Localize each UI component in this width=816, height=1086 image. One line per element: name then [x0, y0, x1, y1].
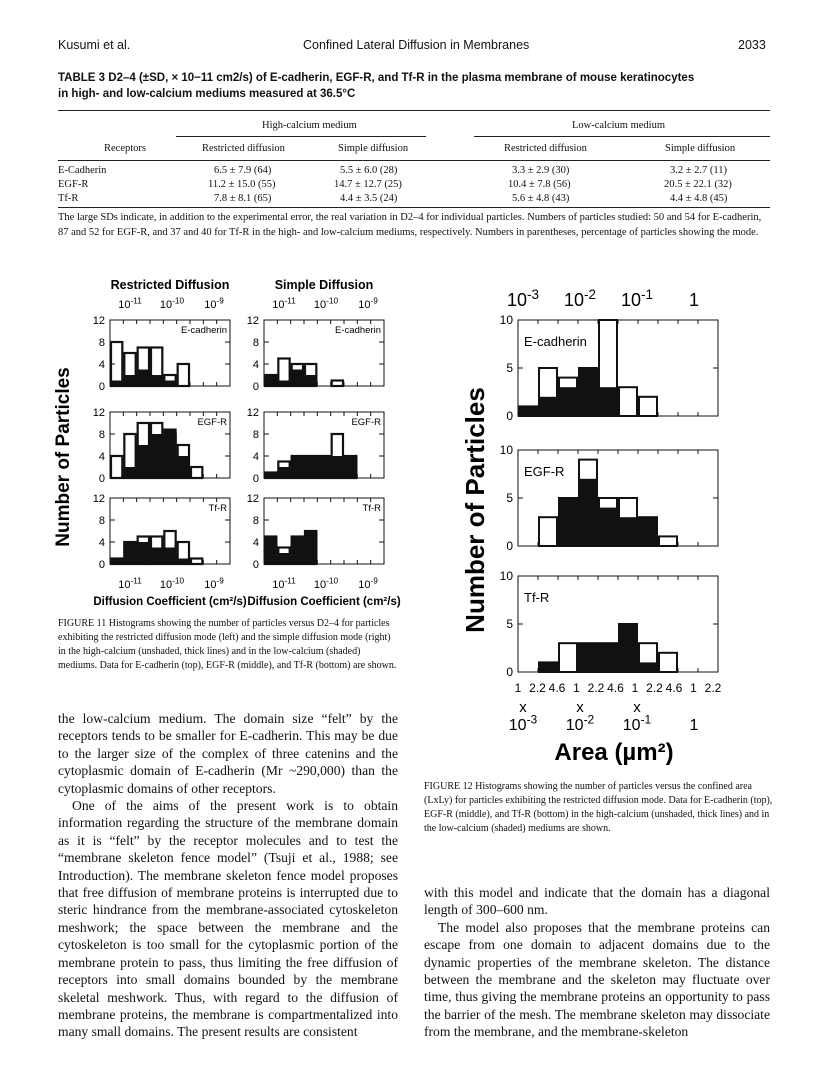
fig11-col1-panel2-label: EGF-R — [197, 417, 227, 428]
figure-11-plots — [93, 278, 401, 608]
figure-12-plots — [500, 287, 722, 734]
table-row-1-high-simple: 5.5 ± 6.0 (28) — [340, 165, 398, 176]
fig11-top-xtick-1-1: $10^{-11}$ — [118, 296, 142, 311]
table-top-rule — [58, 110, 770, 111]
fig11-col2-panel1-ylabel-4: 4 — [252, 358, 259, 371]
table-row-3-low-restricted: 5.6 ± 4.8 (43) — [512, 193, 570, 204]
fig12-bottom-xtick-3: 4.6 — [548, 681, 566, 695]
fig12-panel2-high-bar-2 — [539, 517, 557, 546]
fig11-col1-panel1-high-bar-6 — [178, 364, 189, 386]
fig11-col2-panel3-label: Tf-R — [362, 503, 381, 514]
table-row-1-low-restricted: 3.3 ± 2.9 (30) — [512, 165, 570, 176]
fig12-bottom-xtick-6: 4.6 — [607, 681, 624, 695]
body-text-left — [58, 710, 398, 1041]
table-row-1-name: E-Cadherin — [58, 165, 107, 176]
fig11-bottom-xtick-2-1: $10^{-11}$ — [272, 576, 296, 591]
fig12-bottom-xtick-11: 2.2 — [704, 681, 722, 695]
fig12-panel1-low-bar-5 — [598, 387, 618, 416]
fig12-panel3-high-bar-3 — [559, 643, 577, 672]
fig11-bottom-xtick-2-2: $10^{-10}$ — [313, 576, 339, 591]
fig11-col2-panel2-label: EGF-R — [351, 417, 381, 428]
fig12-panel1-low-bar-2 — [538, 397, 558, 416]
fig12-top-xtick-3: $10^{-1}$ — [620, 286, 654, 310]
fig12-panel1-low-bar-3 — [558, 387, 578, 416]
fig11-xlabel-1: Diffusion Coefficient (cm²/s) — [93, 596, 247, 608]
fig11-col2-panel2-ylabel-12: 12 — [246, 406, 259, 419]
body-text-right — [424, 884, 770, 1041]
fig12-bottom-xtick-1: 1 — [514, 681, 522, 695]
figure-12-caption: FIGURE 12 Histograms showing the number of particles versus the confined area (LxLy) for particles exhibiting the restricted diffusion mode. Data for E-cadherin (top), EGF-R (middle), and Tf-R (bottom) in the high-calcium (unshaded, thick lines) and in the low-calcium (shaded) mediums are shown. — [424, 781, 773, 834]
table-row-3-high-simple: 4.4 ± 3.5 (24) — [340, 193, 398, 204]
fig11-col1-panel3-ylabel-8: 8 — [98, 514, 105, 527]
fig12-panel2-low-bar-4 — [578, 479, 598, 546]
fig11-col2-panel1-ylabel-12: 12 — [246, 314, 259, 327]
fig11-col1-panel2-high-bar-7 — [191, 467, 202, 478]
fig12-bottom-xtick-2: 2.2 — [529, 681, 546, 695]
fig12-panel2-high-bar-8 — [659, 536, 677, 546]
fig12-panel3-low-bar-5 — [598, 643, 618, 672]
fig11-bottom-xtick-2-3: $10^{-9}$ — [358, 576, 378, 591]
fig11-ylabel: Number of Particles — [53, 367, 74, 547]
fig12-top-xtick-2: $10^{-2}$ — [563, 286, 597, 310]
figure-11 — [52, 276, 402, 611]
fig12-panel2-label: EGF-R — [524, 464, 565, 479]
table-group-low: Low-calcium medium — [572, 120, 666, 131]
fig11-col2-panel2-ylabel-8: 8 — [252, 428, 259, 441]
body-left-paragraph-1: the low-calcium medium. The domain size “felt” by the receptors tends to be smaller for E-cadherin. This may be due to the larger size of the complex of three catenins and the cytoplasmic domain of E-cadherin (Mr ~290,000) than the cytoplasmic domains of other receptors. — [58, 711, 398, 796]
table-row-2-high-restricted: 11.2 ± 15.0 (55) — [208, 179, 276, 190]
fig12-panel1-low-bar-4 — [578, 368, 598, 416]
fig12-panel2-ylabel-5: 5 — [506, 491, 513, 506]
fig11-col1-panel2-ylabel-8: 8 — [98, 428, 105, 441]
fig12-panel1-ylabel-10: 10 — [499, 313, 513, 328]
fig11-top-xtick-2-3: $10^{-9}$ — [358, 296, 378, 311]
fig12-panel1-high-bar-6 — [619, 387, 637, 416]
fig11-col1-panel1-ylabel-4: 4 — [98, 358, 105, 371]
fig11-col1-panel3-ylabel-4: 4 — [98, 536, 105, 549]
table-row-3-name: Tf-R — [58, 193, 79, 204]
fig12-panel1-low-bar-1 — [518, 406, 538, 416]
fig12-panel3-low-bar-4 — [578, 643, 598, 672]
fig11-col2-panel1-ylabel-0: 0 — [252, 380, 259, 393]
fig12-panel2-ylabel-10: 10 — [499, 443, 513, 458]
fig11-top-xtick-2-1: $10^{-11}$ — [272, 296, 296, 311]
fig11-col2-panel3-ylabel-0: 0 — [252, 558, 259, 571]
table-group-high: High-calcium medium — [262, 120, 357, 131]
table-row-2-high-simple: 14.7 ± 12.7 (25) — [334, 179, 402, 190]
fig12-bottom-xtick-9: 4.6 — [665, 681, 683, 695]
table-group-rule-low — [474, 136, 770, 137]
fig12-scale-1: $10^{-3}$ — [508, 712, 538, 734]
table-col-high-simple: Simple diffusion — [338, 143, 409, 154]
fig12-panel2-low-bar-6 — [618, 517, 638, 546]
fig12-panel1-high-bar-7 — [639, 397, 657, 416]
fig12-bottom-xtick-5: 2.2 — [587, 681, 605, 695]
fig12-panel1-ylabel-0: 0 — [506, 409, 513, 424]
fig12-panel3-ylabel-10: 10 — [499, 569, 513, 584]
body-right-paragraph-2: The model also proposes that the membrane proteins can escape from one domain to adjacent domains due to the dynamic properties of the membrane skeleton. The distance between the membrane and the skeleton may fluctuate over time, thus giving the membrane proteins an opportunity to pass the barrier of the mesh. The membrane skeleton may dissociate from the membrane, and the membrane-skeleton — [424, 919, 770, 1040]
fig12-scale-3: $10^{-1}$ — [622, 712, 652, 734]
fig12-ylabel: Number of Particles — [460, 387, 490, 633]
table-group-rule-high — [176, 136, 426, 137]
fig11-col1-panel1-ylabel-12: 12 — [92, 314, 105, 327]
fig12-panel2-low-bar-3 — [558, 498, 578, 546]
fig11-top-xtick-2-2: $10^{-10}$ — [313, 296, 339, 311]
fig12-bottom-xtick-4: 1 — [573, 681, 580, 695]
body-right-paragraph-1: with this model and indicate that the domain has a diagonal length of 300–600 nm. — [424, 885, 770, 918]
fig11-col2-panel1-label: E-cadherin — [335, 325, 381, 336]
table-row-3-low-simple: 4.4 ± 4.8 (45) — [670, 193, 728, 204]
fig11-top-xtick-1-3: $10^{-9}$ — [204, 296, 224, 311]
table-col-high-restricted: Restricted diffusion — [202, 143, 285, 154]
body-left-paragraph-2: One of the aims of the present work is to obtain information regarding the structure of the membrane domain as it is “felt” by the receptor molecules and to test the “membrane skeleton fence model” (Tsuji et al., 1988; see Introduction). The membrane skeleton fence model proposes that free diffusion of membrane proteins is interrupted due to steric hindrance from the membrane-associated cytoskeleton meshwork; the space between the membrane and the cytoskeleton is too small for the cytoplasmic portion of the membrane protein to pass, thus limiting the free diffusion of receptors into small domains bounded by the membrane skeletal meshwork. Thus, with regard to the diffusion of membrane proteins, the membrane is compartmentalized into many small domains. The present results are consistent — [58, 798, 398, 1040]
fig11-col1-panel3-ylabel-12: 12 — [92, 492, 105, 505]
fig11-col1-panel2-ylabel-0: 0 — [98, 472, 105, 485]
fig11-title-2: Simple Diffusion — [274, 278, 374, 292]
fig11-col2-panel3-ylabel-4: 4 — [252, 536, 259, 549]
fig11-col2-panel1-ylabel-8: 8 — [252, 336, 259, 349]
page-number: 2033 — [738, 38, 766, 52]
table-row-2-name: EGF-R — [58, 179, 89, 190]
fig11-col1-panel2-high-bar-1 — [111, 456, 122, 478]
fig11-col2-panel2-ylabel-4: 4 — [252, 450, 259, 463]
fig11-col2-panel3-ylabel-8: 8 — [252, 514, 259, 527]
fig12-panel2-low-bar-5 — [598, 508, 618, 546]
fig11-col1-panel1-ylabel-8: 8 — [98, 336, 105, 349]
table-header-rule — [58, 160, 770, 161]
fig12-top-xtick-1: $10^{-3}$ — [506, 286, 540, 310]
fig11-col1-panel1-label: E-cadherin — [181, 325, 227, 336]
fig12-scale-4: 1 — [689, 717, 699, 734]
fig12-panel3-high-bar-8 — [659, 653, 677, 672]
table-row-3-high-restricted: 7.8 ± 8.1 (65) — [214, 193, 272, 204]
fig12-panel3-low-bar-7 — [638, 662, 658, 672]
table-caption-line-2: in high- and low-calcium mediums measured at 36.5°C — [58, 88, 356, 100]
table-col-low-restricted: Restricted diffusion — [504, 143, 587, 154]
fig11-col1-panel2-ylabel-12: 12 — [92, 406, 105, 419]
fig11-col2-panel3-ylabel-12: 12 — [246, 492, 259, 505]
running-head-author: Kusumi et al. — [58, 38, 131, 52]
table-caption — [58, 70, 778, 102]
fig11-title-1: Restricted Diffusion — [110, 278, 230, 292]
table-col-low-simple: Simple diffusion — [665, 143, 736, 154]
fig12-bottom-xtick-10: 1 — [690, 681, 697, 695]
fig11-col2-panel1-high-bar-6 — [332, 381, 343, 387]
fig11-col1-panel3-ylabel-0: 0 — [98, 558, 105, 571]
fig11-bottom-xtick-1-3: $10^{-9}$ — [204, 576, 224, 591]
fig12-top-xtick-4: 1 — [688, 290, 700, 310]
table-row-1-high-restricted: 6.5 ± 7.9 (64) — [214, 165, 272, 176]
fig12-panel3-label: Tf-R — [524, 590, 550, 605]
fig11-xlabel-2: Diffusion Coefficient (cm²/s) — [247, 596, 401, 608]
table-row-2-low-restricted: 10.4 ± 7.8 (56) — [508, 179, 571, 190]
table-row-1-low-simple: 3.2 ± 2.7 (11) — [670, 165, 727, 176]
fig12-panel1-label: E-cadherin — [524, 334, 587, 349]
fig12-bottom-xtick-7: 1 — [631, 681, 639, 695]
table-col-receptors: Receptors — [104, 143, 146, 154]
fig12-panel3-low-bar-2 — [538, 662, 558, 672]
figure-11-caption: FIGURE 11 Histograms showing the number of particles versus D2–4 for particles exhibiting the restricted diffusion mode (left) and the simple diffusion mode (right) in the high-calcium (unshaded, thick lines) and in the low-calcium (shaded) mediums. Data for E-cadherin (top), EGF-R (middle), and Tf-R (bottom) are shown. — [58, 618, 397, 671]
fig11-col1-panel2-ylabel-4: 4 — [98, 450, 105, 463]
fig12-bottom-xtick-8: 2.2 — [646, 681, 663, 695]
table-footnote: The large SDs indicate, in addition to the experimental error, the real variation in D2–4 for individual particles. Numbers of particles studied: 50 and 54 for E-cadherin, 87 and 52 for EGF-R, and 37 and 40 for Tf-R in the high- and low-calcium mediums, respectively. Numbers in parentheses, percentage of particles showing the mode. — [58, 212, 762, 238]
running-head-title: Confined Lateral Diffusion in Membranes — [303, 38, 530, 52]
fig11-top-xtick-1-2: $10^{-10}$ — [159, 296, 185, 311]
fig12-panel3-ylabel-5: 5 — [506, 617, 513, 632]
fig12-panel1-ylabel-5: 5 — [506, 361, 513, 376]
fig11-col1-panel1-ylabel-0: 0 — [98, 380, 105, 393]
fig12-scale-x-3: x — [633, 699, 641, 716]
fig11-col1-panel3-label: Tf-R — [208, 503, 227, 514]
table-caption-line-1: TABLE 3 D2–4 (±SD, × 10−11 cm2/s) of E-cadherin, EGF-R, and Tf-R in the plasma membrane of mouse keratinocytes — [58, 72, 695, 84]
fig12-panel2-ylabel-0: 0 — [506, 539, 513, 554]
fig12-scale-x-2: x — [576, 699, 584, 716]
fig12-scale-2: $10^{-2}$ — [565, 712, 595, 734]
fig12-panel3-ylabel-0: 0 — [506, 665, 513, 680]
fig11-col2-panel2-ylabel-0: 0 — [252, 472, 259, 485]
table-bottom-rule — [58, 207, 770, 208]
fig11-bottom-xtick-1-2: $10^{-10}$ — [159, 576, 185, 591]
fig12-scale-x-1: x — [519, 699, 527, 716]
fig11-bottom-xtick-1-1: $10^{-11}$ — [118, 576, 142, 591]
fig12-xlabel: Area (µm²) — [554, 739, 674, 766]
figure-12 — [458, 280, 770, 770]
table-row-2-low-simple: 20.5 ± 22.1 (32) — [664, 179, 732, 190]
fig12-panel2-low-bar-7 — [638, 517, 658, 546]
fig12-panel3-low-bar-6 — [618, 624, 638, 672]
fig11-col1-panel3-high-bar-7 — [191, 559, 202, 565]
